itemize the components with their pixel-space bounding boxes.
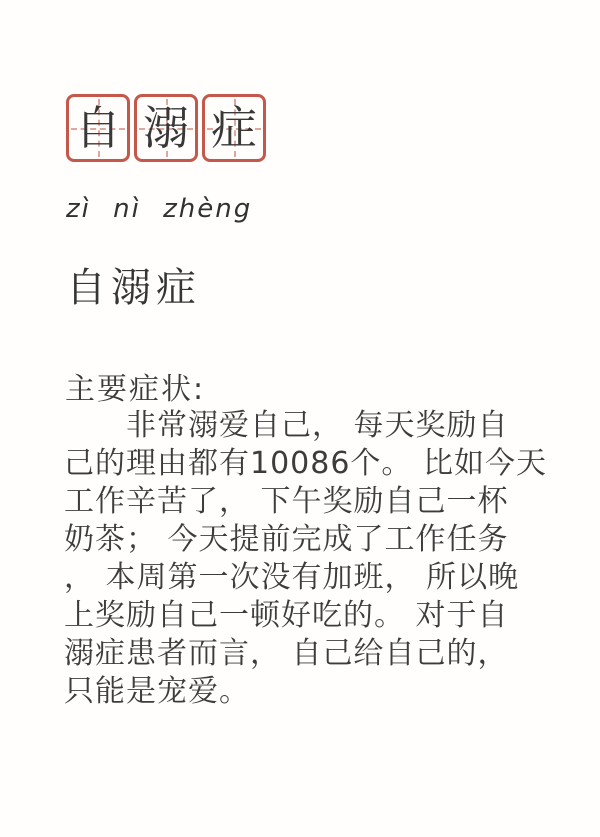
- pinyin-text: zì nì zhèng: [66, 194, 253, 224]
- symptoms-label: 主要症状:: [65, 372, 206, 407]
- boxed-character: 症: [211, 101, 257, 155]
- boxed-character: 溺: [143, 101, 189, 155]
- body-line: 溺症患者而言， 自己给自己的，: [64, 636, 509, 671]
- entry-title: 自溺症: [66, 265, 201, 311]
- character-box: [66, 94, 130, 162]
- body-line: 上奖励自己一顿好吃的。 对于自: [64, 598, 509, 633]
- body-line: ， 本周第一次没有加班， 所以晚: [64, 560, 520, 595]
- character-box-grid: [66, 94, 266, 162]
- body-line: 己的理由都有10086个。 比如今天: [64, 446, 547, 481]
- boxed-character: 自: [75, 101, 121, 155]
- character-box: [202, 94, 266, 162]
- character-box: [134, 94, 198, 162]
- body-line: 工作辛苦了， 下午奖励自己一杯: [64, 484, 509, 519]
- body-text: [64, 407, 554, 711]
- body-line: 只能是宠爱。: [64, 674, 250, 709]
- body-line: 非常溺爱自己， 每天奖励自: [126, 408, 509, 443]
- body-line: 奶茶； 今天提前完成了工作任务: [64, 522, 509, 557]
